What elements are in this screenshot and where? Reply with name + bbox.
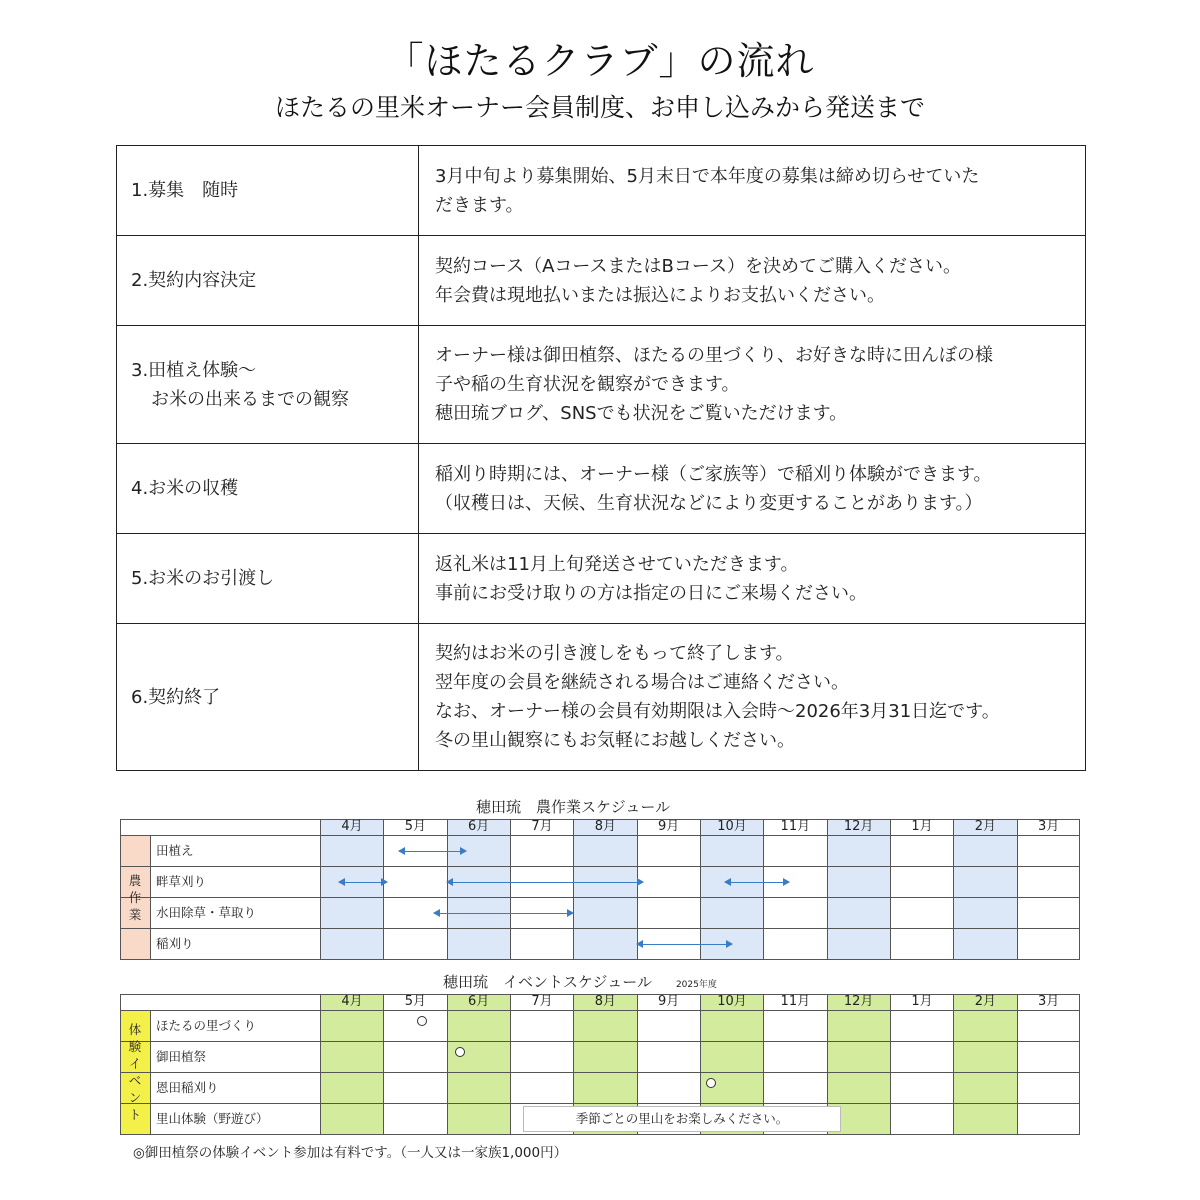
flow-row bbox=[117, 326, 1086, 444]
event-schedule-grid bbox=[120, 994, 1080, 1134]
month-label: 7月 bbox=[531, 994, 553, 1009]
grid-line bbox=[1079, 994, 1080, 1134]
event-circle bbox=[706, 1078, 716, 1088]
month-label: 10月 bbox=[717, 994, 747, 1009]
row-label: 里山体験（野遊び） bbox=[156, 1111, 269, 1126]
grid-line bbox=[637, 819, 638, 959]
grid-line bbox=[510, 994, 511, 1134]
row-label: 畔草刈り bbox=[156, 874, 207, 889]
side-label bbox=[120, 1021, 150, 1123]
desc-line: 事前にお受け取りの方は指定の日にご来場ください。 bbox=[435, 582, 867, 604]
month-label: 9月 bbox=[658, 819, 680, 834]
grid-line bbox=[383, 994, 384, 1134]
side-label-char: 験 bbox=[128, 1039, 142, 1054]
event-year-note: 2025年度 bbox=[675, 980, 717, 990]
row-label: 稲刈り bbox=[156, 936, 194, 951]
month-shade bbox=[320, 819, 383, 959]
desc-line: 稲刈り時期には、オーナー様（ご家族等）で稲刈り体験ができます。 bbox=[435, 463, 992, 485]
flow-row bbox=[117, 444, 1086, 534]
grid-line bbox=[150, 835, 151, 959]
month-label: 8月 bbox=[594, 819, 616, 834]
row-label: ほたるの里づくり bbox=[156, 1018, 257, 1033]
month-label: 1月 bbox=[911, 819, 933, 834]
event-title-text: 穂田琉 イベントスケジュール bbox=[443, 973, 652, 991]
page-title: 「ほたるクラブ」の流れ bbox=[385, 39, 815, 83]
month-label: 5月 bbox=[404, 819, 426, 834]
grid-line bbox=[763, 819, 764, 959]
flow-step: 1.募集 随時 bbox=[117, 146, 419, 236]
flow-desc bbox=[419, 236, 1086, 326]
flow-desc bbox=[419, 326, 1086, 444]
side-label-char: ン bbox=[128, 1090, 142, 1105]
month-shade bbox=[447, 994, 510, 1134]
period-arrow bbox=[434, 913, 573, 914]
grid-line bbox=[120, 1134, 1080, 1135]
row-label: 恩田稲刈り bbox=[156, 1080, 219, 1095]
month-shade bbox=[320, 994, 383, 1134]
month-label: 1月 bbox=[911, 994, 933, 1009]
month-label: 8月 bbox=[594, 994, 616, 1009]
row-label: 水田除草・草取り bbox=[156, 905, 257, 920]
month-label: 12月 bbox=[843, 994, 874, 1009]
month-label: 4月 bbox=[341, 819, 363, 834]
flow-desc bbox=[419, 624, 1086, 771]
grid-line bbox=[383, 819, 384, 959]
flow-row bbox=[117, 534, 1086, 624]
month-shade bbox=[700, 819, 763, 959]
month-label: 3月 bbox=[1038, 819, 1060, 834]
event-circle bbox=[417, 1016, 427, 1026]
desc-line: 子や稲の生育状況を観察ができます。 bbox=[435, 374, 740, 395]
side-label-char: 作 bbox=[128, 889, 142, 905]
grid-line bbox=[953, 994, 954, 1134]
grid-line bbox=[120, 1041, 1080, 1042]
grid-line bbox=[890, 994, 891, 1134]
month-label: 6月 bbox=[468, 994, 490, 1009]
grid-line bbox=[120, 897, 1080, 898]
month-shade bbox=[573, 819, 636, 959]
flow-step: 6.契約終了 bbox=[117, 624, 419, 771]
flow-step: 5.お米のお引渡し bbox=[117, 534, 419, 624]
flow-desc bbox=[419, 146, 1086, 236]
period-arrow bbox=[339, 882, 387, 883]
period-arrow bbox=[447, 882, 643, 883]
desc-line: オーナー様は御田植祭、ほたるの里づくり、お好きな時に田んぼの様 bbox=[435, 345, 993, 366]
month-label: 2月 bbox=[974, 819, 996, 834]
desc-line: 契約はお米の引き渡しをもって終了します。 bbox=[435, 643, 794, 664]
desc-line: （収穫日は、天候、生育状況などにより変更することがあります。） bbox=[435, 492, 983, 514]
grid-line bbox=[120, 866, 1080, 867]
month-shade bbox=[827, 819, 890, 959]
desc-line: 冬の里山観察にもお気軽にお越しください。 bbox=[435, 730, 795, 751]
side-label bbox=[120, 872, 150, 923]
grid-line bbox=[320, 994, 321, 1134]
grid-line bbox=[890, 819, 891, 959]
period-arrow bbox=[637, 944, 732, 945]
farm-schedule-grid bbox=[120, 819, 1080, 959]
grid-line bbox=[447, 819, 448, 959]
grid-line bbox=[573, 819, 574, 959]
month-shade bbox=[447, 819, 510, 959]
side-label-char: ト bbox=[128, 1107, 142, 1122]
flow-step: 4.お米の収穫 bbox=[117, 444, 419, 534]
grid-line bbox=[150, 1010, 151, 1134]
desc-line: 3月中旬より募集開始、5月末日で本年度の募集は締め切らせていた bbox=[435, 165, 980, 187]
step-line: お米の出来るまでの観察 bbox=[151, 388, 349, 410]
month-label: 10月 bbox=[717, 819, 747, 834]
month-label: 6月 bbox=[468, 819, 490, 834]
page-subtitle: ほたるの里米オーナー会員制度、お申し込みから発送まで bbox=[274, 93, 925, 122]
grid-line bbox=[1017, 994, 1018, 1134]
grid-line bbox=[120, 835, 1080, 836]
side-label-char: 農 bbox=[128, 872, 142, 888]
desc-line: 契約コース（AコースまたはBコース）を決めてご購入ください。 bbox=[435, 255, 961, 277]
flow-row bbox=[117, 146, 1086, 236]
grid-line bbox=[120, 928, 1080, 929]
desc-line: 翌年度の会員を継続される場合はご連絡ください。 bbox=[435, 672, 849, 693]
desc-line: なお、オーナー様の会員有効期限は入会時～2026年3月31日迄です。 bbox=[435, 701, 1000, 722]
grid-line bbox=[120, 1072, 1080, 1073]
grid-line bbox=[320, 819, 321, 959]
flow-step: 2.契約内容決定 bbox=[117, 236, 419, 326]
row-label: 田植え bbox=[156, 843, 194, 858]
flow-table bbox=[116, 145, 1086, 771]
side-label-char: イ bbox=[128, 1056, 142, 1071]
month-label: 5月 bbox=[404, 994, 426, 1009]
step-line: 3.田植え体験～ bbox=[131, 359, 257, 381]
row-label: 御田植祭 bbox=[156, 1049, 207, 1064]
month-label: 11月 bbox=[780, 994, 811, 1009]
month-label: 4月 bbox=[341, 994, 363, 1009]
month-label: 11月 bbox=[780, 819, 811, 834]
month-label: 7月 bbox=[531, 819, 553, 834]
footnote: ◎御田植祭の体験イベント参加は有料です。（一人又は一家族1,000円） bbox=[133, 1145, 568, 1161]
month-label: 3月 bbox=[1038, 994, 1060, 1009]
flow-desc bbox=[419, 444, 1086, 534]
month-shade bbox=[953, 819, 1016, 959]
grid-line bbox=[120, 959, 1080, 960]
grid-line bbox=[120, 1010, 1080, 1011]
month-label: 12月 bbox=[843, 819, 874, 834]
grid-line bbox=[700, 819, 701, 959]
flow-row bbox=[117, 624, 1086, 771]
period-arrow bbox=[725, 882, 788, 883]
desc-line: 穂田琉ブログ、SNSでも状況をご覧いただけます。 bbox=[435, 403, 848, 424]
grid-line bbox=[1079, 819, 1080, 959]
month-shade bbox=[953, 994, 1016, 1134]
month-label: 2月 bbox=[974, 994, 996, 1009]
side-label-char: 体 bbox=[128, 1022, 142, 1037]
farm-schedule-title: 穂田琉 農作業スケジュール bbox=[476, 798, 671, 816]
desc-line: だきます。 bbox=[435, 194, 524, 216]
flow-desc bbox=[419, 534, 1086, 624]
grid-line bbox=[510, 819, 511, 959]
flow-step bbox=[117, 326, 419, 444]
grid-line bbox=[1017, 819, 1018, 959]
season-message: 季節ごとの里山をお楽しみください。 bbox=[523, 1106, 842, 1132]
period-arrow bbox=[399, 851, 466, 852]
side-label-char: 業 bbox=[128, 906, 142, 922]
grid-line bbox=[953, 819, 954, 959]
grid-line bbox=[447, 994, 448, 1134]
desc-line: 返礼米は11月上旬発送させていただきます。 bbox=[435, 553, 799, 575]
desc-line: 年会費は現地払いまたは振込によりお支払いください。 bbox=[435, 284, 885, 306]
grid-line bbox=[827, 819, 828, 959]
month-label: 9月 bbox=[658, 994, 680, 1009]
event-schedule-title bbox=[443, 971, 717, 992]
flow-row bbox=[117, 236, 1086, 326]
side-label-char: ベ bbox=[128, 1073, 142, 1088]
